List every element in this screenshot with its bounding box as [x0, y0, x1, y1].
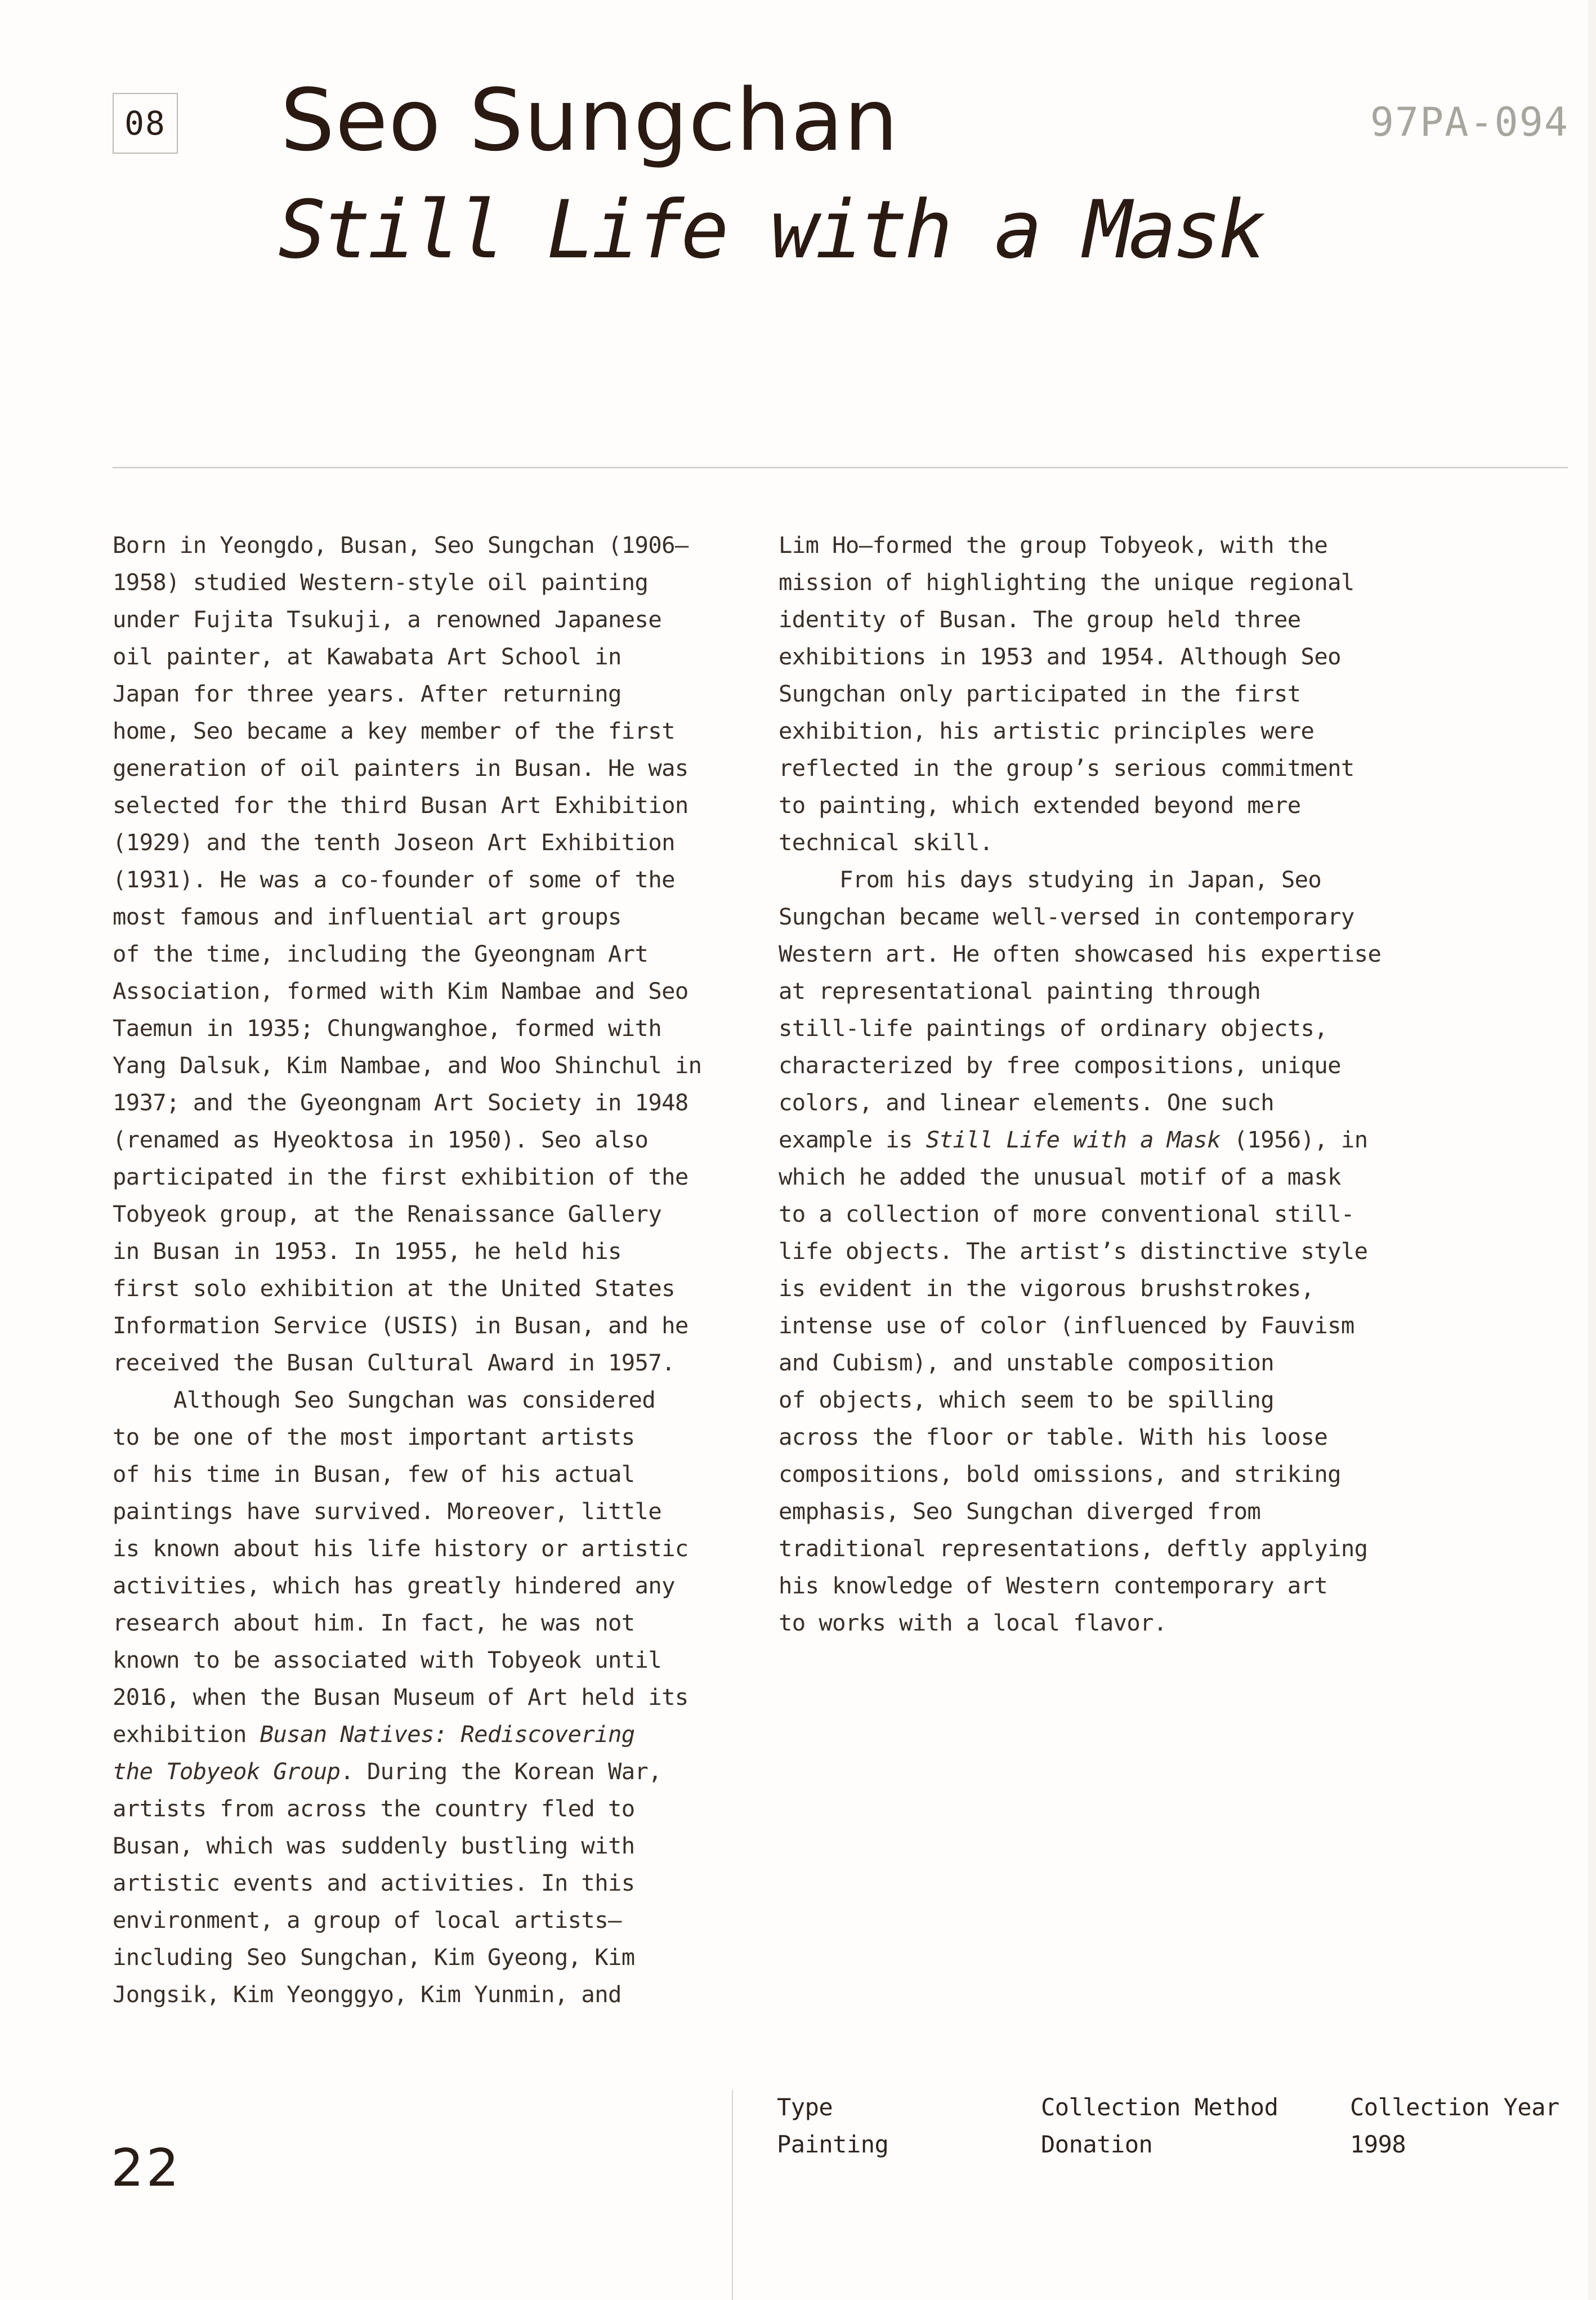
text-line: Japan for three years. After returning	[113, 680, 622, 707]
text-line: (renamed as Hyeoktosa in 1950). Seo also	[113, 1126, 649, 1153]
artwork-title: Still Life with a Mask	[278, 184, 1263, 276]
italic-title: Busan Natives: Rediscovering	[260, 1721, 635, 1748]
text-line: Tobyeok group, at the Renaissance Gallery	[113, 1200, 662, 1227]
text-line: Born in Yeongdo, Busan, Seo Sungchan (1906–	[113, 532, 689, 559]
text-line: of objects, which seem to be spilling	[779, 1386, 1274, 1413]
text-line: selected for the third Busan Art Exhibition	[113, 792, 689, 819]
text-line: exhibition, his artistic principles were	[779, 717, 1315, 744]
text-run: exhibition	[113, 1721, 260, 1748]
meta-label: Type	[777, 2093, 833, 2121]
text-run: example is	[779, 1126, 926, 1153]
text-line	[779, 1121, 1415, 1158]
text-line: Although Seo Sungchan was considered	[173, 1386, 656, 1413]
text-line: activities, which has greatly hindered any	[113, 1572, 675, 1599]
text-line: which he added the unusual motif of a mask	[779, 1163, 1341, 1190]
artist-name: Seo Sungchan	[280, 70, 899, 170]
text-line: identity of Busan. The group held three	[779, 606, 1301, 633]
text-line: technical skill.	[779, 829, 993, 856]
text-line: Sungchan became well-versed in contemporary	[779, 903, 1354, 930]
meta-label: Collection Year	[1350, 2093, 1559, 2121]
text-line: to painting, which extended beyond mere	[779, 792, 1301, 819]
text-line: under Fujita Tsukuji, a renowned Japanese	[113, 606, 662, 633]
text-line: artistic events and activities. In this	[113, 1869, 635, 1896]
meta-label: Collection Method	[1041, 2093, 1278, 2121]
text-line: artists from across the country fled to	[113, 1795, 635, 1822]
text-line: Jongsik, Kim Yeonggyo, Kim Yunmin, and	[113, 1981, 622, 2008]
page-number: 22	[111, 2138, 182, 2198]
footer-vertical-rule	[732, 2090, 733, 2300]
header-divider	[113, 467, 1568, 468]
text-line: research about him. In fact, he was not	[113, 1609, 635, 1636]
text-line: his knowledge of Western contemporary art	[779, 1572, 1328, 1599]
meta-value: Painting	[777, 2131, 889, 2158]
text-line: known to be associated with Tobyeok until	[113, 1646, 662, 1673]
text-line: compositions, bold omissions, and striking	[779, 1461, 1341, 1488]
text-line: is known about his life history or artistic	[113, 1535, 689, 1562]
text-line: environment, a group of local artists—	[113, 1906, 622, 1933]
page-edge-shadow	[1588, 0, 1596, 2300]
text-line: of his time in Busan, few of his actual	[113, 1461, 635, 1488]
text-line: participated in the first exhibition of the	[113, 1163, 689, 1190]
text-line: emphasis, Seo Sungchan diverged from	[779, 1498, 1261, 1525]
text-line: most famous and influential art groups	[113, 903, 622, 930]
text-line: life objects. The artist’s distinctive style	[779, 1238, 1368, 1265]
text-line: Busan, which was suddenly bustling with	[113, 1832, 635, 1859]
italic-title: the Tobyeok Group	[113, 1758, 341, 1785]
text-run: . During the Korean War,	[340, 1758, 662, 1785]
meta-value: Donation	[1041, 2131, 1153, 2158]
text-line: (1931). He was a co-founder of some of the	[113, 866, 675, 893]
text-line: and Cubism), and unstable composition	[779, 1349, 1274, 1376]
text-line	[113, 1716, 749, 1753]
text-line: mission of highlighting the unique regional	[779, 569, 1354, 596]
text-line: colors, and linear elements. One such	[779, 1089, 1274, 1116]
text-line: to be one of the most important artists	[113, 1423, 635, 1450]
text-line: Sungchan only participated in the first	[779, 680, 1301, 707]
text-line: traditional representations, deftly applying	[779, 1535, 1368, 1562]
text-line: intense use of color (influenced by Fauvism	[779, 1312, 1354, 1339]
text-line: home, Seo became a key member of the first	[113, 717, 675, 744]
text-line: characterized by free compositions, unique	[779, 1052, 1341, 1079]
text-line: Association, formed with Kim Nambae and Seo	[113, 977, 689, 1004]
text-line: oil painter, at Kawabata Art School in	[113, 643, 622, 670]
text-line: 1937; and the Gyeongnam Art Society in 1948	[113, 1089, 689, 1116]
text-run: (1956), in	[1220, 1126, 1368, 1153]
text-line: reflected in the group’s serious commitment	[779, 754, 1354, 781]
text-line: paintings have survived. Moreover, little	[113, 1498, 662, 1525]
text-line: at representational painting through	[779, 977, 1261, 1004]
italic-title: Still Life with a Mask	[926, 1126, 1221, 1153]
text-line: From his days studying in Japan, Seo	[839, 866, 1322, 893]
entry-number: 08	[124, 104, 166, 142]
text-line: of the time, including the Gyeongnam Art	[113, 940, 649, 967]
meta-value: 1998	[1350, 2131, 1406, 2158]
text-line: Taemun in 1935; Chungwanghoe, formed with	[113, 1015, 662, 1042]
text-line: received the Busan Cultural Award in 1957.	[113, 1349, 675, 1376]
text-line: Yang Dalsuk, Kim Nambae, and Woo Shinchul in	[113, 1052, 702, 1079]
text-line: Western art. He often showcased his expertise	[779, 940, 1382, 967]
text-line: (1929) and the tenth Joseon Art Exhibition	[113, 829, 675, 856]
text-line: generation of oil painters in Busan. He was	[113, 754, 689, 781]
text-line: still-life paintings of ordinary objects,	[779, 1015, 1328, 1042]
text-line: to works with a local flavor.	[779, 1609, 1167, 1636]
text-line: Lim Ho—formed the group Tobyeok, with the	[779, 532, 1328, 559]
text-line: first solo exhibition at the United States	[113, 1275, 675, 1302]
text-line: 1958) studied Western-style oil painting	[113, 569, 649, 596]
meta-collection-method	[1041, 2089, 1278, 2163]
entry-number-badge	[113, 93, 178, 154]
text-line: Information Service (USIS) in Busan, and he	[113, 1312, 689, 1339]
text-line: including Seo Sungchan, Kim Gyeong, Kim	[113, 1944, 635, 1971]
text-line: to a collection of more conventional still-	[779, 1200, 1354, 1227]
body-column-right	[779, 526, 1415, 1641]
text-line	[113, 1753, 749, 1790]
text-line: 2016, when the Busan Museum of Art held its	[113, 1683, 689, 1711]
body-column-left	[113, 526, 749, 2013]
text-line: in Busan in 1953. In 1955, he held his	[113, 1238, 622, 1265]
text-line: across the floor or table. With his loose	[779, 1423, 1328, 1450]
text-line: is evident in the vigorous brushstrokes,	[779, 1275, 1315, 1302]
text-line: exhibitions in 1953 and 1954. Although Seo	[779, 643, 1341, 670]
meta-collection-year	[1350, 2089, 1559, 2163]
meta-type	[777, 2089, 888, 2163]
catalog-code: 97PA-094	[1370, 99, 1569, 145]
